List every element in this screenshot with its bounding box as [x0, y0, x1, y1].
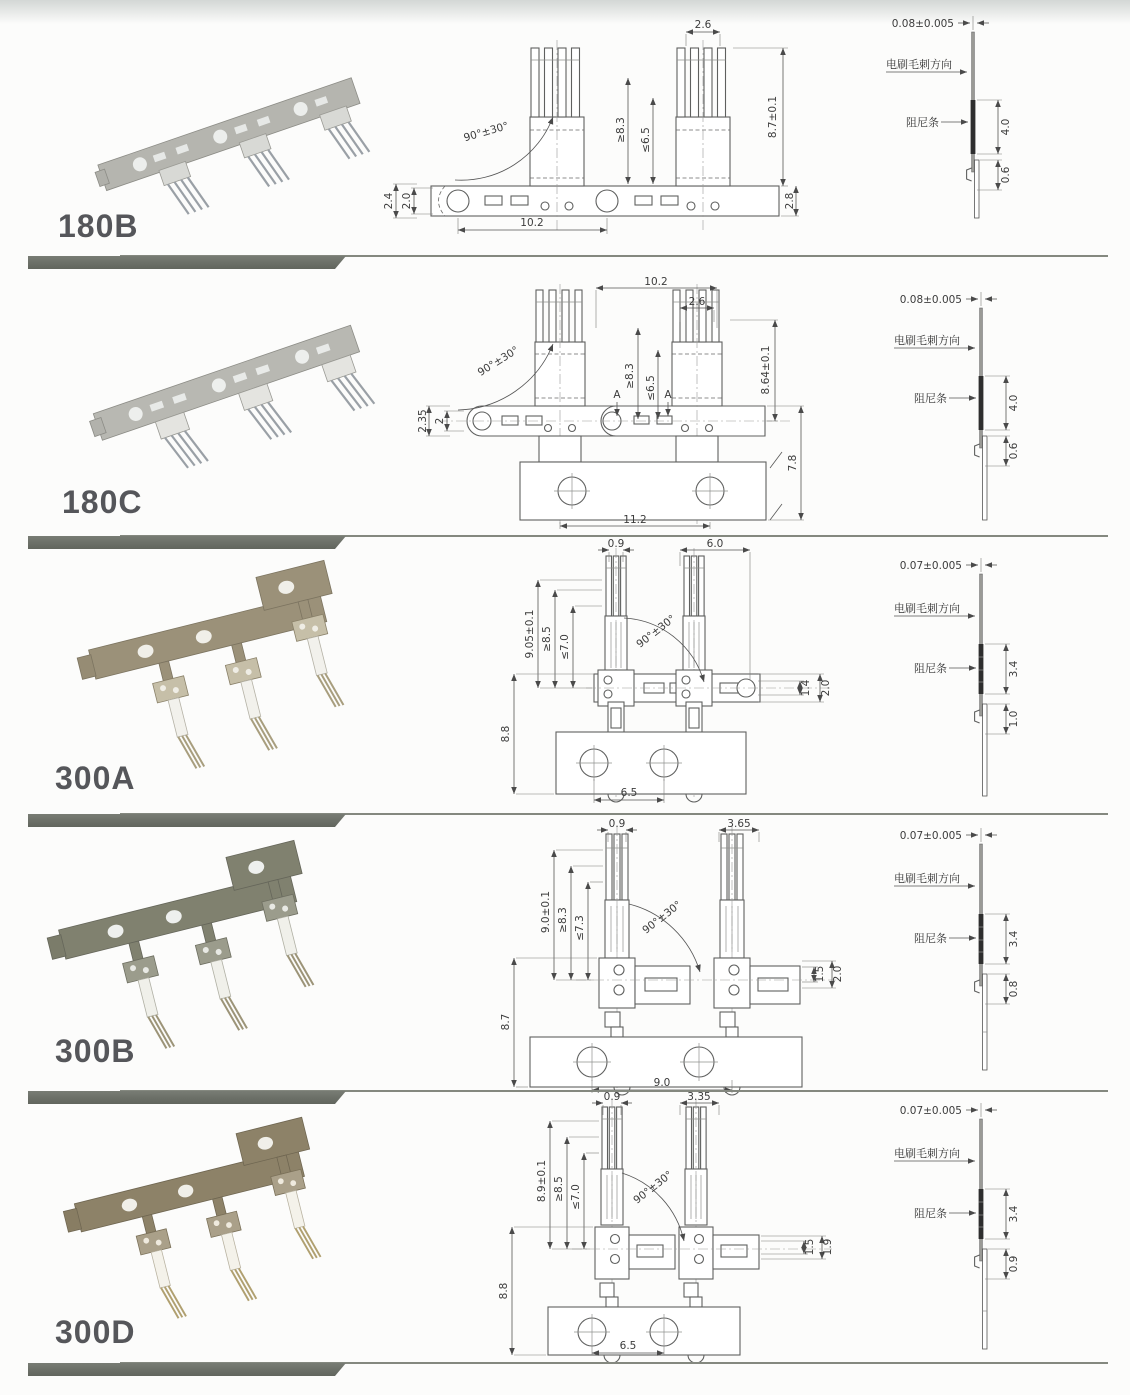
brush-arm — [221, 640, 279, 755]
product-photo-180C — [85, 292, 375, 488]
damping-strip — [979, 644, 984, 694]
burr-direction-label: 电刷毛刺方向 — [894, 334, 960, 347]
dim-label: 3.65 — [727, 818, 751, 830]
dim-label: 1.5 — [814, 965, 826, 983]
dim-label: 4.0 — [1008, 394, 1020, 412]
dim-label: ≤6.5 — [645, 375, 657, 401]
dim-label: 2.4 — [383, 192, 395, 210]
damping-strip — [971, 100, 976, 154]
side-view-180B — [878, 10, 1028, 248]
brush-unit — [322, 353, 375, 416]
dim-label: 8.64±0.1 — [760, 345, 772, 395]
burr-direction-label: 电刷毛刺方向 — [894, 602, 960, 615]
dim-label: 4.0 — [1000, 118, 1012, 136]
burr-direction-label: 电刷毛刺方向 — [886, 58, 952, 71]
model-label-180B: 180B — [58, 208, 139, 244]
dim-label: ≤7.0 — [559, 634, 571, 660]
dim-label: 90°±30° — [462, 120, 510, 145]
side-view-300D — [886, 1097, 1036, 1353]
side-view-300A — [886, 552, 1036, 800]
dim-label: ≥8.5 — [553, 1176, 565, 1202]
burr-direction-label: 电刷毛刺方向 — [894, 1147, 960, 1160]
dim-label: ≤7.3 — [574, 915, 586, 941]
dim-label: 0.9 — [608, 818, 626, 830]
dim-label: 2.6 — [688, 296, 706, 308]
brush-unit — [155, 410, 208, 473]
dim-label: 1.0 — [1008, 710, 1020, 728]
side-view-300B — [886, 822, 1036, 1074]
dim-label: 2 — [434, 417, 446, 425]
dim-label: 3.4 — [1008, 930, 1020, 948]
dim-label: 9.0±0.1 — [540, 890, 552, 934]
section-divider — [0, 254, 1130, 272]
dim-label: 2.0 — [832, 965, 844, 983]
side-view-180C — [886, 286, 1036, 524]
section-divider — [0, 1361, 1130, 1379]
thickness-label: 0.07±0.005 — [899, 1105, 962, 1117]
model-label-300A: 300A — [55, 760, 136, 796]
dim-label: 1.5 — [804, 1238, 816, 1256]
thickness-label: 0.07±0.005 — [899, 830, 962, 842]
dim-label: ≥8.3 — [557, 907, 569, 933]
dim-label: 2.0 — [401, 192, 413, 210]
dim-label: 0.8 — [1008, 980, 1020, 998]
damper-label: 阻尼条 — [914, 662, 947, 675]
damper-label: 阻尼条 — [906, 116, 939, 129]
damping-strip — [979, 376, 984, 430]
thickness-label: 0.08±0.005 — [891, 18, 954, 30]
thickness-label: 0.08±0.005 — [899, 294, 962, 306]
dim-label: 0.9 — [603, 1091, 621, 1103]
dim-label: ≤6.5 — [640, 127, 652, 153]
dim-label: 6.0 — [706, 538, 724, 550]
damper-label: 阻尼条 — [914, 392, 947, 405]
brush-unit — [239, 381, 292, 444]
brush-arm — [132, 1212, 188, 1324]
dim-label: 0.9 — [607, 538, 625, 550]
model-label-300B: 300B — [55, 1033, 136, 1069]
front-drawing-300D — [492, 1093, 840, 1355]
damper-label: 阻尼条 — [914, 1207, 947, 1220]
dim-label: 2.0 — [820, 679, 832, 697]
dim-label: 0.6 — [1008, 442, 1020, 460]
front-drawing-300A — [498, 538, 838, 806]
dim-label: 1.9 — [822, 1238, 834, 1256]
dim-label: 6.5 — [619, 1340, 637, 1352]
dim-label: 8.7±0.1 — [767, 95, 779, 139]
product-photo-300D — [70, 1115, 380, 1343]
dim-label: 3.4 — [1008, 660, 1020, 678]
dim-label: 11.2 — [623, 514, 647, 526]
dim-label: 3.4 — [1008, 1205, 1020, 1223]
dim-label: 8.7 — [500, 1013, 512, 1031]
dim-label: 8.9±0.1 — [536, 1159, 548, 1203]
damping-strip — [979, 914, 984, 964]
dim-label: 9.05±0.1 — [524, 609, 536, 659]
dim-label: 9.0 — [653, 1077, 671, 1089]
section-label: A — [664, 389, 672, 401]
model-label-300D: 300D — [55, 1314, 136, 1350]
section-label: A — [613, 389, 621, 401]
burr-direction-label: 电刷毛刺方向 — [894, 872, 960, 885]
dim-label: 2.35 — [417, 409, 429, 433]
dim-label: 90°±30° — [640, 898, 684, 937]
dim-label: 90°±30° — [631, 1168, 675, 1207]
dim-label: 90°±30° — [475, 344, 522, 379]
brush-arm — [191, 920, 249, 1035]
front-drawing-300B — [492, 820, 848, 1094]
brush-unit — [320, 104, 370, 164]
dim-label: 6.5 — [620, 787, 638, 799]
thickness-label: 0.07±0.005 — [899, 560, 962, 572]
dim-label: ≤7.0 — [570, 1184, 582, 1210]
brush-unit — [239, 131, 289, 191]
dim-label: 2.6 — [694, 19, 712, 31]
dim-label: ≥8.3 — [624, 363, 636, 389]
dim-label: 8.8 — [498, 1282, 510, 1300]
dim-label: 2.8 — [784, 192, 796, 210]
dim-label: 0.6 — [1000, 166, 1012, 184]
dim-label: 0.9 — [1008, 1255, 1020, 1273]
damper-label: 阻尼条 — [914, 932, 947, 945]
dim-label: ≥8.3 — [615, 117, 627, 143]
dim-label: ≥8.5 — [541, 626, 553, 652]
front-drawing-180B — [385, 18, 800, 246]
dim-label: 1.4 — [800, 679, 812, 697]
dim-label: 7.8 — [787, 454, 799, 472]
model-label-180C: 180C — [62, 484, 143, 520]
dim-label: 10.2 — [520, 217, 544, 229]
dim-label: 10.2 — [644, 276, 668, 288]
dim-label: 3.35 — [687, 1091, 711, 1103]
dim-label: 8.8 — [500, 725, 512, 743]
front-drawing-180C — [417, 276, 815, 530]
damping-strip — [979, 1189, 984, 1239]
brush-arm — [202, 1194, 258, 1306]
brush-unit — [159, 159, 209, 219]
dim-label: 90°±30° — [634, 612, 678, 651]
brush-arm — [148, 658, 206, 773]
